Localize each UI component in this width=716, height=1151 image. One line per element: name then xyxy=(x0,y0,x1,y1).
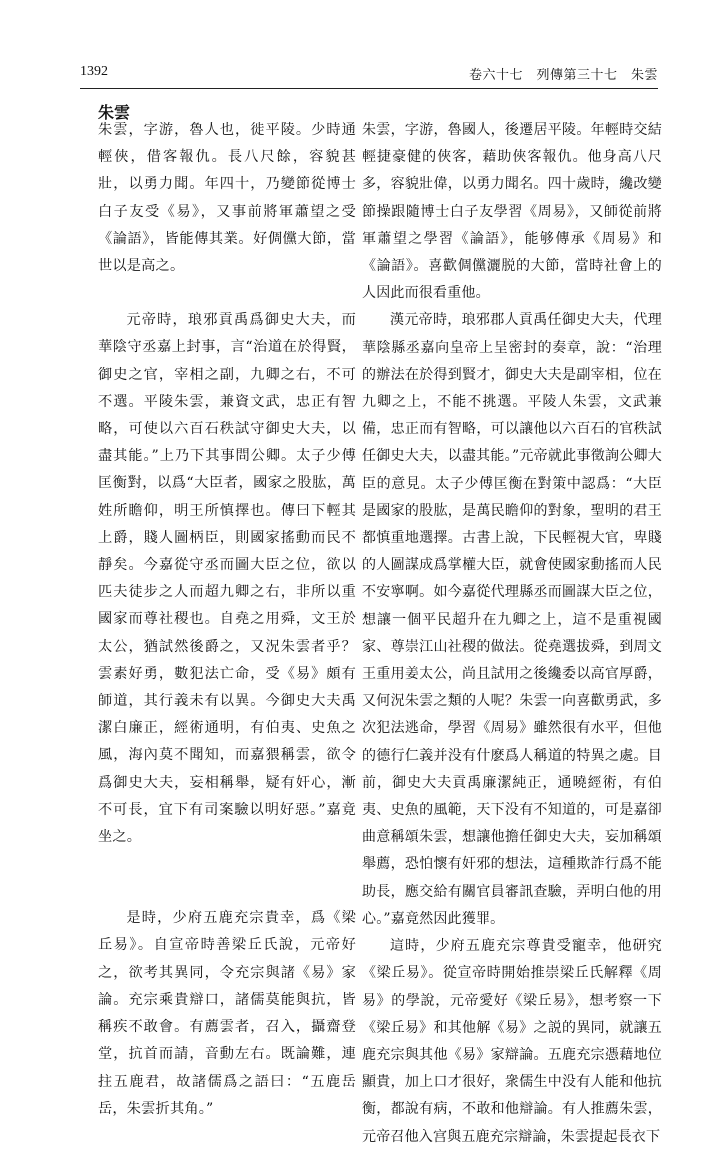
translation-paragraph-2: 漢元帝時，琅邪郡人貢禹任御史大夫，代理華陰縣丞嘉向皇帝上呈密封的奏章，說：“治理的辦法在於得到賢才，御史大夫是副宰相，位在九卿之上，不能不挑選。平陵人朱雲，文武兼備，忠正而有智略，可以讓他以六百石的官秩試任御史大夫，以盡其能。”元帝就此事徵詢公卿大臣的意見。太子少傅匡衡在對策中認爲：“大臣是國家的股肱，是萬民瞻仰的對象，聖明的君王都慎重地選擇。古書上說，下民輕視大官，卑賤的人圖謀成爲掌權大臣，就會使國家動搖而人民不安寧啊。如今嘉從代理縣丞而圖謀大臣之位，想讓一個平民超升在九卿之上，這不是重視國家、尊崇江山社稷的做法。從堯選拔舜，到周文王重用姜太公，尚且試用之後纔委以高官厚爵，又何況朱雲之類的人呢？朱雲一向喜歡勇武，多次犯法逃命，學習《周易》雖然很有水平，但他的德行仁義并没有什麽爲人稱道的特異之處。目前，御史大夫貢禹廉潔純正，通曉經術，有伯夷、史魚的風範，天下没有不知道的，可是嘉卻曲意稱頌朱雲，想讓他擔任御史大夫，妄加稱頌舉薦，恐怕懷有奸邪的想法，這種欺詐行爲不能助長，應交給有關官員審訊查驗，弄明白他的用心。”嘉竟然因此獲罪。 xyxy=(362,312,662,927)
section-title: 朱雲 xyxy=(98,103,131,122)
classical-paragraph-2: 元帝時，琅邪貢禹爲御史大夫，而華陰守丞嘉上封事，言“治道在於得賢，御史之官，宰相之副，九卿之右，不可不選。平陵朱雲，兼資文武，忠正有智略，可使以六百石秩試守御史大夫，以盡其能。”上乃下其事問公卿。太子少傅匡衡對，以爲“大臣者，國家之股肱，萬姓所瞻仰，明王所慎擇也。傳曰下輕其上爵，賤人圖柄臣，則國家搖動而民不靜矣。今嘉從守丞而圖大臣之位，欲以匹夫徒步之人而超九卿之右，非所以重國家而尊社稷也。自堯之用舜，文王於太公，猶試然後爵之，又況朱雲者乎？雲素好勇，數犯法亡命，受《易》頗有師道，其行義未有以異。今御史大夫禹潔白廉正，經術通明，有伯夷、史魚之風，海內莫不聞知，而嘉猥稱雲，欲令爲御史大夫，妄相稱舉，疑有奸心，漸不可長，宜下有司案驗以明好惡。”嘉竟坐之。 xyxy=(98,312,356,846)
translation-paragraph-3: 這時，少府五鹿充宗尊貴受寵幸，他研究《梁丘易》。從宣帝時開始推崇梁丘氏解釋《周易》的學說，元帝愛好《梁丘易》，想考察一下《梁丘易》和其他解《易》之説的異同，就讓五鹿充宗與其他《易》家辯論。五鹿充宗憑藉地位顯貴，加上口才很好，衆儒生中没有人能和他抗衡，都說有病，不敢和他辯論。有人推薦朱雲，元帝召他入宫與五鹿充宗辯論，朱雲提起長衣下 xyxy=(362,938,662,1145)
classical-paragraph-3: 是時，少府五鹿充宗貴幸，爲《梁丘易》。自宣帝時善梁丘氏說，元帝好之，欲考其異同，令充宗與諸《易》家論。充宗乘貴辯口，諸儒莫能與抗，皆稱疾不敢會。有薦雲者，召入，攝齋登堂，抗首而請，音動左右。既論難，連拄五鹿君，故諸儒爲之語曰：“五鹿岳岳，朱雲折其角。” xyxy=(98,910,356,1117)
page-header xyxy=(80,64,658,88)
translation-paragraph-1: 朱雲，字游，魯國人，後遷居平陵。年輕時交結輕捷豪健的俠客，藉助俠客報仇。他身高八尺多，容貌壯偉，以勇力聞名。四十歲時，纔改變節操跟隨博士白子友學習《周易》，又師從前將軍蕭望之學習《論語》，能够傳承《周易》和《論語》。喜歡倜儻灑脱的大節，當時社會上的人因此而很看重他。 xyxy=(362,122,662,302)
header-rule xyxy=(80,88,658,89)
page-number: 1392 xyxy=(80,64,108,79)
classical-paragraph-1: 朱雲，字游，魯人也，徙平陵。少時通輕俠，借客報仇。長八尺餘，容貌甚壯，以勇力聞。年四十，乃變節從博士白子友受《易》，又事前將軍蕭望之受《論語》，皆能傳其業。好倜儻大節，當世以是高之。 xyxy=(98,122,356,275)
translation-column xyxy=(362,117,662,1151)
running-title: 卷六十七 列傳第三十七 朱雲 xyxy=(468,68,658,83)
classical-text-column xyxy=(98,117,356,1123)
